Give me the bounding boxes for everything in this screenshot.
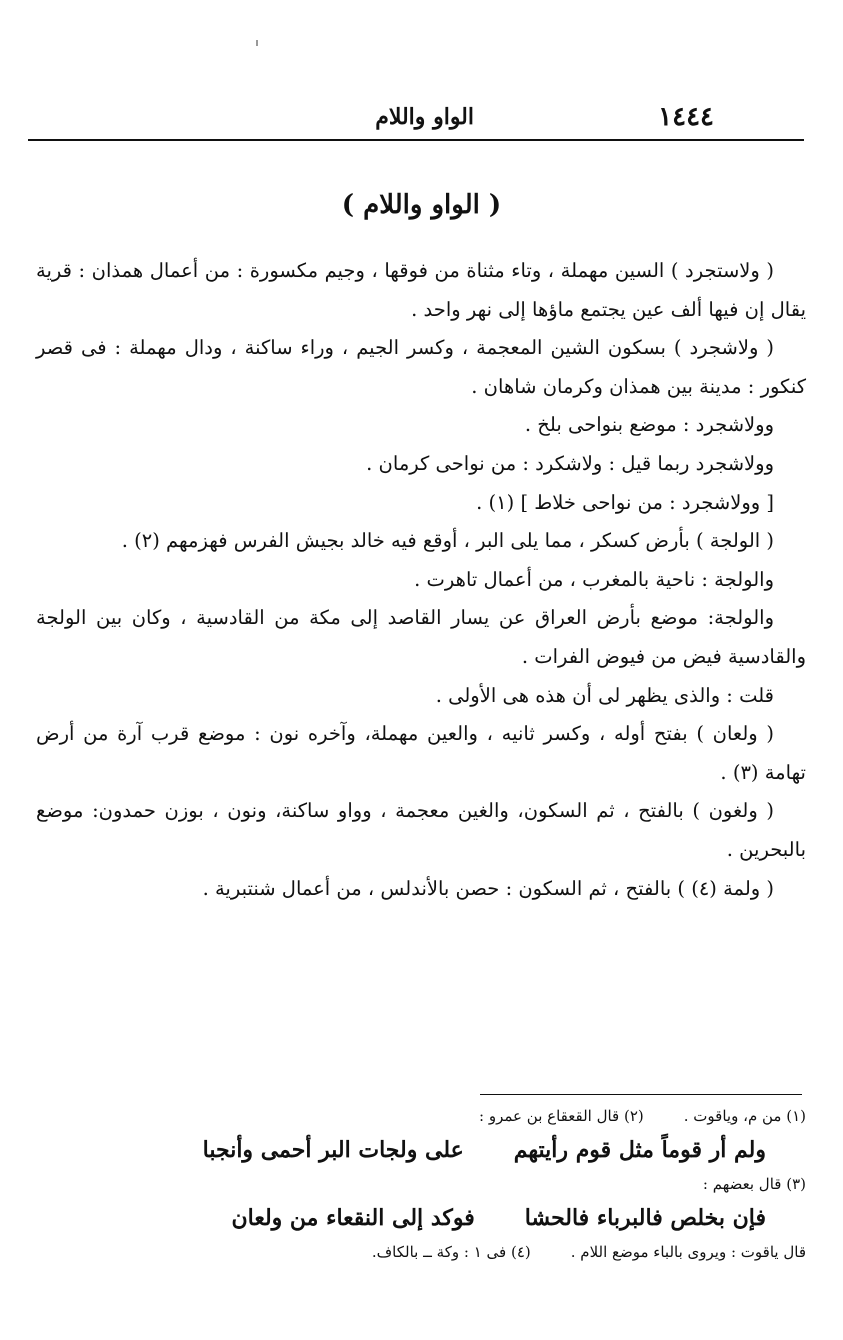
print-speck <box>256 40 258 46</box>
verse-hemistich: فوكد إلى النقعاء من ولعان <box>231 1205 475 1231</box>
header-rule <box>28 139 804 141</box>
running-title: الواو واللام <box>375 104 474 130</box>
section-title: ( الواو واللام ) <box>341 190 502 220</box>
entry-paragraph: وولاشجرد ربما قيل : ولاشكرد : من نواحى كرمان . <box>366 451 774 475</box>
footnote-2-intro: (٢) قال القعقاع بن عمرو : <box>479 1107 644 1125</box>
body-text <box>36 252 806 908</box>
entry-paragraph: ( ولاستجرد ) السين مهملة ، وتاء مثناة من فوقها ، وجيم مكسورة : من أعمال همذان : قرية يقال إن فيها ألف عين يجتمع ماؤها إلى نهر واحد . <box>36 259 806 321</box>
entry-paragraph: ( ولغون ) بالفتح ، ثم السكون، والغين معجمة ، وواو ساكنة، ونون ، بوزن حمدون: موضع بالبحرين . <box>36 799 806 861</box>
verse-hemistich: ولم أر قوماً مثل قوم رأيتهم <box>513 1137 766 1163</box>
entry-paragraph: قلت : والذى يظهر لى أن هذه هى الأولى . <box>435 683 774 707</box>
entry-paragraph: والولجة : ناحية بالمغرب ، من أعمال تاهرت . <box>414 567 774 591</box>
footnote-3-tail: قال ياقوت : ويروى بالباء موضع اللام . <box>570 1243 806 1261</box>
verse-hemistich: فإن بخلص فالبرباء فالحشا <box>524 1205 766 1231</box>
entry-paragraph: والولجة: موضع بأرض العراق عن يسار القاصد إلى مكة من القادسية ، وكان بين الولجة والقادسية فيض من فيوض الفرات . <box>36 606 806 668</box>
footnote-line <box>80 1238 806 1266</box>
verse-line <box>80 1198 806 1238</box>
entry-paragraph: وولاشجرد : موضع بنواحى بلخ . <box>524 413 774 437</box>
page-header <box>28 98 804 138</box>
entry-paragraph: ( ولعان ) بفتح أوله ، وكسر ثانيه ، والعين مهملة، وآخره نون : موضع قرب آرة من أرض تهامة (٣) . <box>36 722 806 784</box>
footnote-4: (٤) فى ١ : وكة ــ بالكاف. <box>371 1243 531 1261</box>
footnotes <box>80 1102 806 1266</box>
footnote-1: (١) من م، وياقوت . <box>683 1107 806 1125</box>
verse-line <box>80 1130 806 1170</box>
footnote-rule <box>480 1094 802 1095</box>
entry-paragraph: ( الولجة ) بأرض كسكر ، مما يلى البر ، أوقع فيه خالد بجيش الفرس فهزمهم (٢) . <box>121 529 774 553</box>
entry-paragraph: ( ولاشجرد ) بسكون الشين المعجمة ، وكسر الجيم ، وراء ساكنة ، ودال مهملة : فى قصر كنكور : مدينة بين همذان وكرمان شاهان . <box>36 336 806 398</box>
entry-paragraph: [ وولاشجرد : من نواحى خلاط ] (١) . <box>476 490 774 514</box>
verse-hemistich: على ولجات البر أحمى وأنجبا <box>202 1137 464 1163</box>
page-number: ١٤٤٤ <box>658 102 714 132</box>
entry-paragraph: ( ولمة (٤) ) بالفتح ، ثم السكون : حصن بالأندلس ، من أعمال شنتبرية . <box>202 876 774 900</box>
footnote-3-intro: (٣) قال بعضهم : <box>702 1175 806 1193</box>
footnote-line <box>80 1102 806 1130</box>
